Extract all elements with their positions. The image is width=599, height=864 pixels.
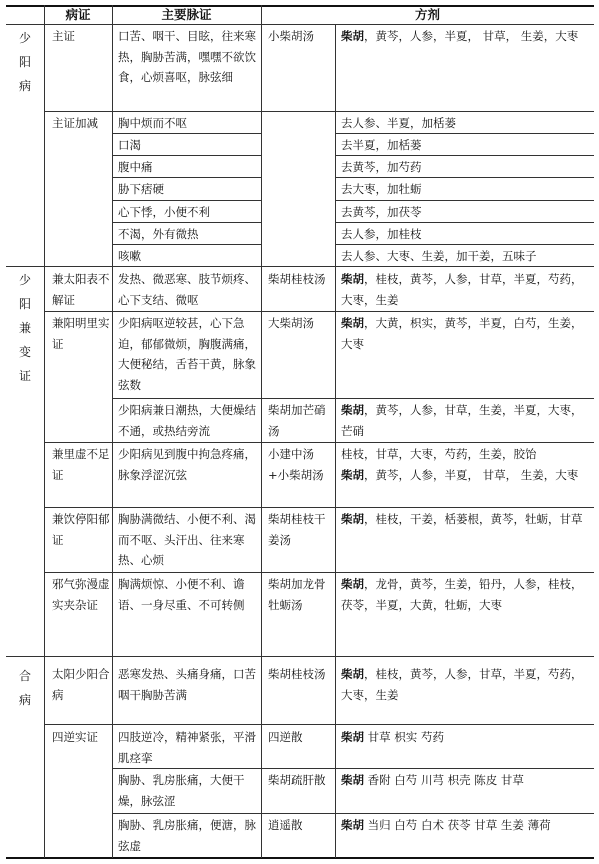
herb-chaihu: 柴胡 [341,29,364,43]
row-name: 兼阳明里实证 [52,316,110,351]
group-label-hebing [19,664,33,712]
row-herbs [341,269,589,310]
group-separator [6,656,594,657]
row-formula-name: 柴胡疏肝散 [268,773,326,787]
row-formula-name: 小柴胡汤 [268,29,314,43]
row-separator [112,155,261,156]
row-name: 兼太阳表不解证 [52,272,110,307]
row-signs: 恶寒发热、头痛身痛，口苦咽干胸胁苦满 [118,667,256,702]
row-signs: 胸中烦而不呕 [118,116,187,130]
herb-list: ，桂枝，黄芩，人参，甘草，半夏，芍药，大枣，生姜 [341,667,583,702]
row-signs: 胸胁、乳房胀痛，大便干燥，脉弦涩 [118,773,245,808]
row-herbs [341,727,589,748]
row-separator [335,244,594,245]
row-signs: 少阳病兼日潮热，大便燥结不通，或热结旁流 [118,403,256,438]
col-divider-4 [335,24,336,858]
herb-chaihu: 柴胡 [341,730,364,744]
row-formula-name: 柴胡桂枝汤 [268,272,326,286]
row-herbs: 去大枣，加牡蛎 [341,182,422,196]
group-label-combined [19,268,33,388]
row-separator [112,813,594,814]
row-formula-name: 柴胡加龙骨牡蛎汤 [268,577,326,612]
herb-list: ，黄芩，人参，甘草，生姜，半夏，大枣，芒硝 [341,403,583,438]
row-formula-name: 大柴胡汤 [268,316,314,330]
herb-list: ，桂枝，干姜，栝蒌根，黄芩，牡蛎，甘草 [364,512,583,526]
row-signs: 少阳病见到腹中拘急疼痛，脉象浮涩沉弦 [118,447,256,482]
table-bottom-border [6,857,594,859]
herb-chaihu: 柴胡 [341,316,364,330]
herb-chaihu: 柴胡 [341,272,364,286]
row-name: 兼饮停阳郁证 [52,512,110,547]
herb-list: 甘草 枳实 芍药 [364,730,444,744]
row-signs: 口苦、咽干、目眩，往来寒热，胸胁苦满，嘿嘿不欲饮食，心烦喜呕，脉弦细 [118,29,256,84]
row-herbs [341,574,589,615]
group-label-text: 少 阳 病 [19,31,32,93]
row-signs: 腹中痛 [118,160,153,174]
row-separator [112,768,594,769]
group-label-text: 少 阳 兼 变 证 [19,273,32,383]
row-herbs: 去人参、大枣、生姜，加干姜，五味子 [341,249,537,263]
row-signs: 不渴，外有微热 [118,227,199,241]
row-separator [44,572,594,573]
row-herbs [341,770,589,791]
row-formula-name: 柴胡加芒硝汤 [268,403,326,438]
row-name: 主证加减 [52,116,98,130]
herb-list: ，桂枝，黄芩，人参，甘草，半夏，芍药，大枣，生姜 [341,272,583,307]
row-formula-name: 柴胡桂枝干姜汤 [268,512,326,547]
herb-chaihu: 柴胡 [341,773,364,787]
row-separator [44,311,594,312]
row-formula-name: 四逆散 [268,730,303,744]
herb-chaihu: 柴胡 [341,467,364,482]
row-signs: 少阳病呕逆较甚，心下急迫，郁郁微烦，胸腹满痛，大便秘结，舌苔干黄，脉象弦数 [118,316,256,392]
row-signs: 胁下痞硬 [118,182,164,196]
row-herbs: 去黄芩，加茯苓 [341,205,422,219]
row-separator [112,177,261,178]
row-herbs: 去人参、半夏，加栝蒌 [341,116,456,130]
row-formula-name: 逍遥散 [268,818,303,832]
row-name: 太阳少阳合病 [52,667,110,702]
header-separator [6,24,594,25]
header-disease: 病证 [65,7,91,22]
col-divider-3 [261,5,262,858]
row-herbs [341,815,589,836]
group-label-text: 合 病 [19,669,32,707]
group-label-shaoyang [19,26,33,98]
col-divider-1 [44,5,45,858]
row-separator [112,222,261,223]
row-signs: 口渴 [118,138,141,152]
herb-chaihu: 柴胡 [341,577,364,591]
row-separator [112,133,261,134]
row-signs: 四肢逆冷，精神紧张，平滑肌痉挛 [118,730,256,765]
header-signs: 主要脉证 [161,7,212,22]
row-formula-name: 小建中汤+小柴胡汤 [268,447,324,482]
row-herbs [341,444,589,485]
herb-list: ，大黄，枳实，黄芩，半夏，白芍，生姜，大枣 [341,316,583,351]
row-separator [112,200,261,201]
row-herbs: 去半夏，加栝蒌 [341,138,422,152]
row-separator [44,724,594,725]
row-separator [112,398,594,399]
row-separator [112,244,261,245]
row-formula-name: 柴胡桂枝汤 [268,667,326,681]
herb-list: ，黄芩，人参，半夏， 甘草， 生姜，大枣 [364,29,579,43]
row-herbs [341,313,589,354]
row-name: 四逆实证 [52,730,98,744]
row-separator [335,177,594,178]
herb-chaihu: 柴胡 [341,403,364,417]
row-herbs: 去黄芩，加芍药 [341,160,422,174]
row-signs: 咳嗽 [118,249,141,263]
herb-list: ，龙骨，黄芩，生姜，铅丹，人参，桂枝，茯苓，半夏，大黄，牡蛎，大枣 [341,577,583,612]
herb-list: 香附 白芍 川芎 枳壳 陈皮 甘草 [364,773,524,787]
row-name: 兼里虚不足证 [52,447,110,482]
row-separator [335,200,594,201]
herb-chaihu: 柴胡 [341,667,364,681]
row-herbs [341,26,589,47]
row-herbs [341,509,589,530]
row-name: 邪气弥漫虚实夹杂证 [52,577,110,612]
header-formula: 方剂 [414,7,440,22]
row-separator [44,442,594,443]
row-separator [335,155,594,156]
herb-chaihu: 柴胡 [341,818,364,832]
row-signs: 发热、微恶寒、肢节烦疼、心下支结、微呕 [118,272,256,307]
herb-list: 当归 白芍 白术 茯苓 甘草 生姜 薄荷 [364,818,551,832]
herb-list: 桂枝，甘草，大枣，芍药，生姜，胶饴 [341,447,537,461]
herb-chaihu: 柴胡 [341,512,364,526]
row-separator [44,111,594,112]
row-separator [335,222,594,223]
row-signs: 胸胁、乳房胀痛，便溏，脉弦虚 [118,818,256,853]
row-signs: 胸胁满微结、小便不利、渴而不呕、头汗出、往来寒热、心烦 [118,512,256,567]
row-separator [44,507,594,508]
row-herbs: 去人参，加桂枝 [341,227,422,241]
row-herbs [341,664,589,705]
row-name: 主证 [52,29,75,43]
row-signs: 心下悸，小便不利 [118,205,210,219]
row-herbs [341,400,589,441]
row-signs: 胸满烦惊、小便不利、谵语、一身尽重、不可转侧 [118,577,245,612]
herb-list: ，黄芩，人参，半夏， 甘草， 生姜，大枣 [364,467,579,482]
row-separator [335,133,594,134]
